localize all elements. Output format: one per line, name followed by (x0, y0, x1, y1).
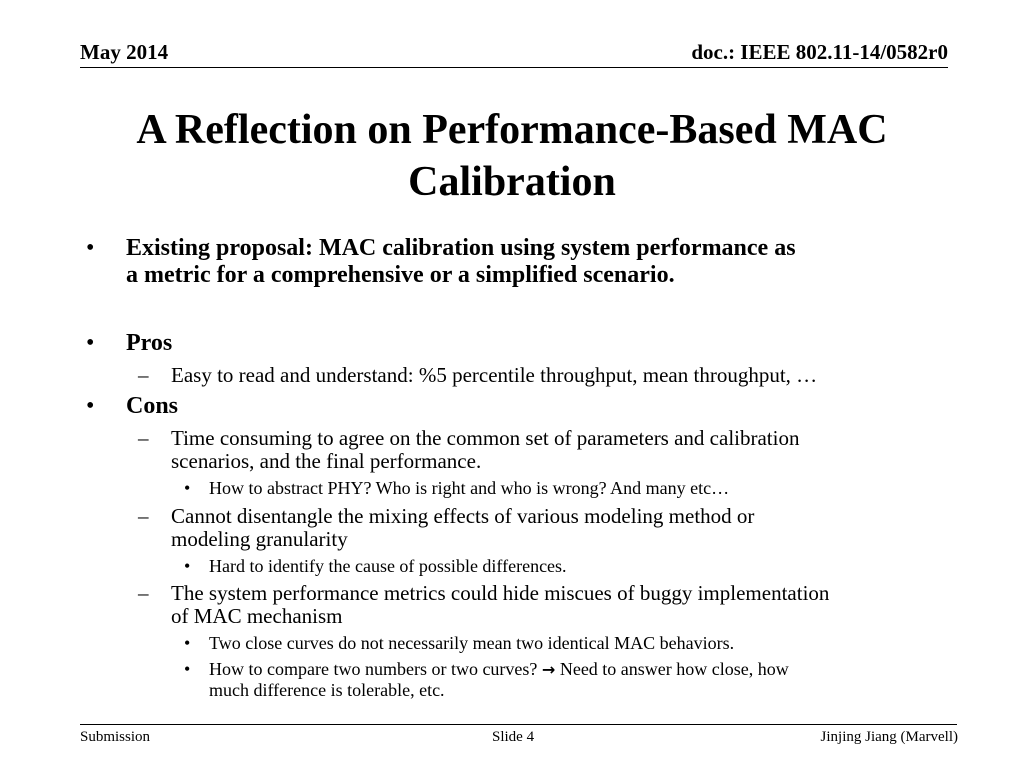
cons-item-text-line1: Time consuming to agree on the common set of parameters and calibration (171, 426, 800, 450)
bullet-marker: • (86, 235, 95, 261)
slide-title-line2: Calibration (408, 159, 616, 205)
right-arrow-icon: → (541, 660, 556, 679)
cons-item-text-line2: of MAC mechanism (171, 604, 343, 628)
dash-marker: – (138, 426, 149, 450)
cons-subitem-two-close-curves (184, 633, 936, 654)
footer-slide-number: Slide 4 (492, 729, 535, 745)
sub-bullet-marker: • (184, 633, 191, 653)
cons-subitem-text: Hard to identify the cause of possible differences. (209, 556, 567, 576)
sub-bullet-marker: • (184, 556, 191, 576)
cons-item-time-consuming (138, 426, 936, 473)
dash-marker: – (138, 504, 149, 528)
bullet-marker: • (86, 330, 95, 356)
cons-label: Cons (126, 393, 179, 419)
header-doc-id: doc.: IEEE 802.11-14/0582r0 (691, 40, 948, 64)
bullet-text-line1: Existing proposal: MAC calibration using system performance as (126, 235, 796, 261)
dash-marker: – (138, 581, 149, 605)
cons-subitem-text: How to abstract PHY? Who is right and who is wrong? And many etc… (209, 478, 730, 498)
dash-marker: – (138, 363, 149, 387)
cons-subitem-text-before-arrow: How to compare two numbers or two curves? (209, 659, 538, 679)
bullet-text-line2: a metric for a comprehensive or a simplified scenario. (126, 262, 675, 288)
sub-bullet-marker: • (184, 478, 191, 498)
cons-item-hide-miscues (138, 581, 936, 628)
footer-submission: Submission (80, 729, 151, 745)
cons-subitem-text-line2: much difference is tolerable, etc. (209, 680, 445, 700)
cons-subitem-text: Two close curves do not necessarily mean two identical MAC behaviors. (209, 633, 735, 653)
bullet-cons (86, 393, 936, 420)
cons-subitem-hard-to-identify (184, 556, 936, 577)
cons-subitem-text-line1 (209, 659, 936, 680)
cons-item-cannot-disentangle (138, 504, 936, 551)
cons-subitem-abstract-phy (184, 478, 936, 499)
cons-item-text-line1: The system performance metrics could hide miscues of buggy implementation (171, 581, 830, 605)
cons-item-text-line2: modeling granularity (171, 527, 348, 551)
cons-item-text-line2: scenarios, and the final performance. (171, 449, 482, 473)
pros-item-easy-to-read (138, 363, 936, 387)
header-date: May 2014 (80, 40, 169, 64)
bullet-marker: • (86, 393, 95, 419)
sub-bullet-marker: • (184, 659, 191, 679)
cons-subitem-text-after-arrow: Need to answer how close, how (559, 659, 789, 679)
cons-item-text-line1: Cannot disentangle the mixing effects of various modeling method or (171, 504, 755, 528)
footer-author: Jinjing Jiang (Marvell) (820, 729, 958, 745)
pros-label: Pros (126, 330, 173, 356)
cons-subitem-compare-numbers (184, 659, 936, 701)
bullet-pros (86, 330, 936, 357)
bullet-existing-proposal (86, 235, 936, 289)
slide-title-line1: A Reflection on Performance-Based MAC (136, 107, 888, 153)
pros-item-text: Easy to read and understand: %5 percentile throughput, mean throughput, … (171, 363, 818, 387)
footer-divider (80, 724, 957, 725)
